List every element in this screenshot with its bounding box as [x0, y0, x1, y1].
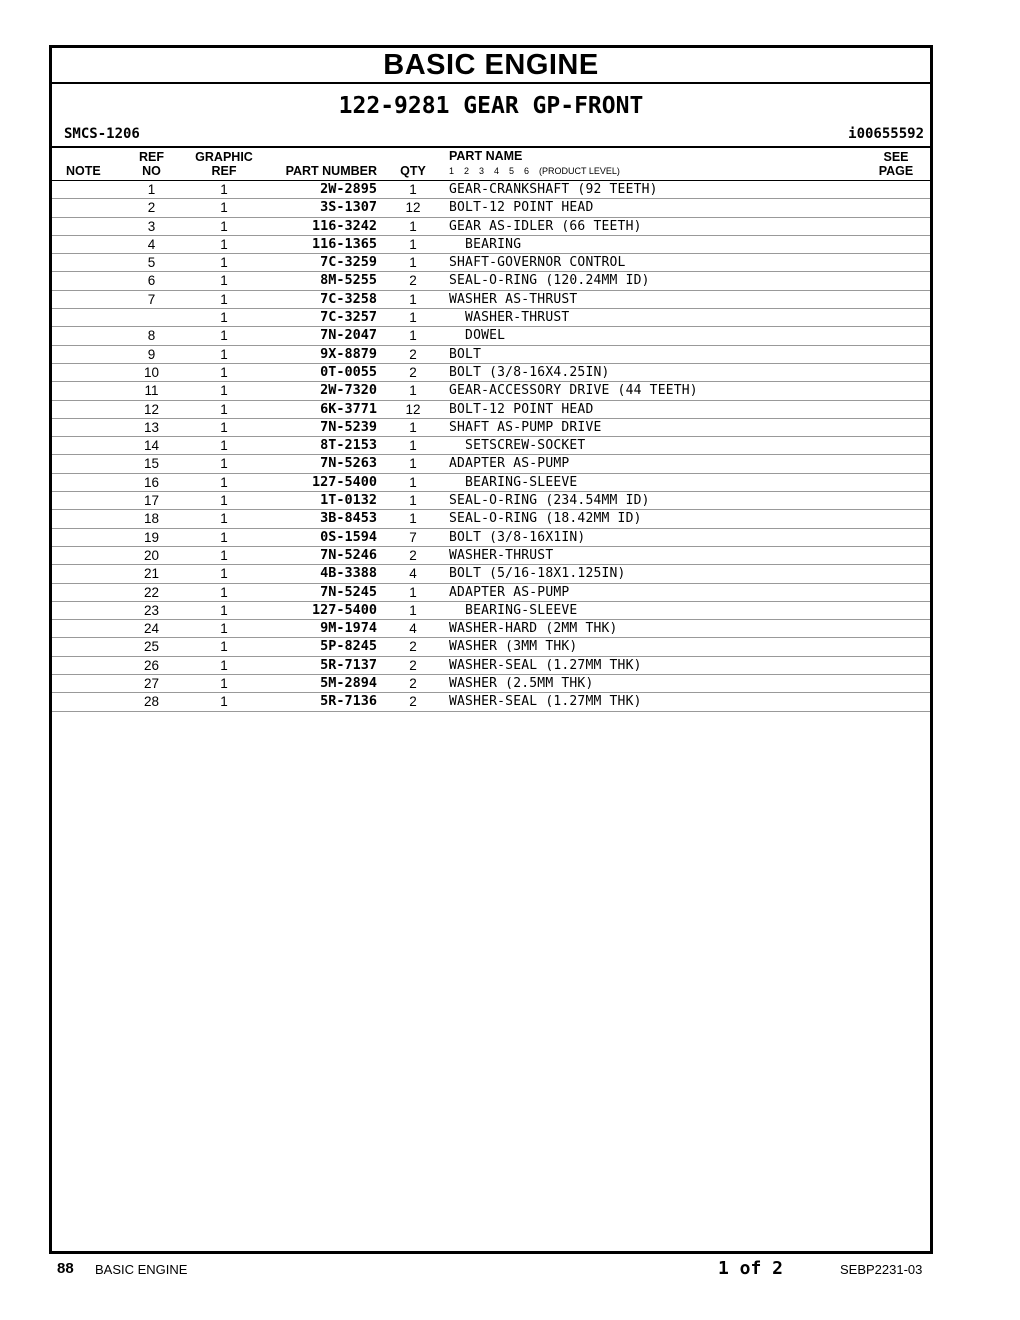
part-name: BOLT	[449, 346, 482, 362]
part-number: 116-1365	[311, 235, 377, 252]
table-row	[52, 529, 930, 547]
footer-doc-id: SEBP2231-03	[840, 1262, 923, 1277]
ref-no: 6	[147, 273, 156, 289]
quantity: 2	[409, 346, 417, 362]
part-name: WASHER-THRUST	[449, 547, 554, 563]
part-number: 8T-2153	[320, 437, 377, 454]
ref-no: 13	[143, 419, 160, 435]
illustration-id: i00655592	[848, 126, 924, 142]
table-row	[52, 638, 930, 656]
ref-no: 20	[143, 547, 160, 563]
part-number: 0T-0055	[320, 363, 377, 380]
ref-no: 12	[143, 401, 160, 417]
table-row	[52, 401, 930, 419]
part-number: 4B-3388	[320, 565, 377, 582]
ref-no: 24	[143, 621, 160, 637]
graphic-ref: 1	[220, 346, 228, 362]
table-row	[52, 199, 930, 217]
graphic-ref: 1	[220, 493, 228, 509]
quantity: 2	[409, 547, 417, 563]
part-number: 127-5400	[311, 601, 377, 618]
graphic-ref: 1	[220, 456, 228, 472]
quantity: 2	[409, 639, 417, 655]
part-name: BEARING-SLEEVE	[449, 474, 578, 490]
quantity: 1	[409, 291, 417, 307]
part-name: SHAFT AS-PUMP DRIVE	[449, 419, 602, 435]
table-row	[52, 254, 930, 272]
ref-no: 11	[144, 383, 159, 399]
table-row	[52, 565, 930, 583]
group-title: 122-9281 GEAR GP-FRONT	[338, 93, 644, 119]
page-frame	[49, 45, 933, 1254]
quantity: 1	[409, 456, 417, 472]
part-number: 9X-8879	[320, 345, 377, 362]
part-number: 7N-5245	[320, 583, 377, 600]
part-name: ADAPTER AS-PUMP	[449, 456, 570, 472]
part-name: BOLT-12 POINT HEAD	[449, 401, 594, 417]
graphic-ref: 1	[220, 438, 228, 454]
ref-no: 5	[147, 255, 156, 271]
graphic-ref: 1	[220, 639, 228, 655]
page-title: BASIC ENGINE	[52, 48, 930, 84]
graphic-ref: 1	[220, 584, 228, 600]
table-row	[52, 437, 930, 455]
col-graphic-line1: GRAPHIC	[195, 150, 253, 164]
graphic-ref: 1	[220, 511, 228, 527]
quantity: 1	[409, 438, 417, 454]
table-row	[52, 346, 930, 364]
col-product-levels: 1 2 3 4 5 6 (PRODUCT LEVEL)	[449, 166, 620, 176]
graphic-ref: 1	[220, 291, 228, 307]
ref-no: 18	[143, 511, 160, 527]
ref-no: 8	[147, 328, 156, 344]
graphic-ref: 1	[220, 364, 228, 380]
col-graphic-line2: REF	[211, 164, 237, 178]
ref-no: 26	[143, 657, 160, 673]
quantity: 1	[409, 602, 417, 618]
ref-no: 2	[147, 200, 156, 216]
part-name: SEAL-O-RING (18.42MM ID)	[449, 511, 642, 527]
part-name: SEAL-O-RING (120.24MM ID)	[449, 273, 650, 289]
table-row	[52, 620, 930, 638]
part-name: SEAL-O-RING (234.54MM ID)	[449, 493, 650, 509]
quantity: 7	[409, 529, 417, 545]
part-number: 3B-8453	[320, 510, 377, 527]
quantity: 1	[409, 474, 417, 490]
table-row	[52, 657, 930, 675]
part-name: WASHER-SEAL (1.27MM THK)	[449, 694, 642, 710]
table-row	[52, 584, 930, 602]
ref-no: 17	[143, 493, 160, 509]
table-row	[52, 236, 930, 254]
graphic-ref: 1	[220, 419, 228, 435]
table-row	[52, 419, 930, 437]
table-row	[52, 309, 930, 327]
graphic-ref: 1	[220, 328, 228, 344]
part-number: 7N-5246	[320, 546, 377, 563]
part-name: DOWEL	[449, 328, 506, 344]
quantity: 1	[409, 182, 417, 197]
part-name: WASHER-THRUST	[449, 310, 570, 326]
table-row	[52, 272, 930, 290]
graphic-ref: 1	[220, 657, 228, 673]
part-name: WASHER AS-THRUST	[449, 291, 578, 307]
part-number: 7N-5239	[320, 418, 377, 435]
ref-no: 14	[143, 438, 160, 454]
graphic-ref: 1	[220, 621, 228, 637]
quantity: 1	[409, 255, 417, 271]
part-name: WASHER-HARD (2MM THK)	[449, 621, 618, 637]
quantity: 1	[409, 511, 417, 527]
quantity: 2	[409, 694, 417, 710]
quantity: 1	[409, 236, 417, 252]
ref-no: 9	[147, 346, 156, 362]
quantity: 2	[409, 676, 417, 692]
ref-no: 7	[147, 291, 156, 307]
ref-no: 25	[143, 639, 160, 655]
table-row	[52, 602, 930, 620]
graphic-ref: 1	[220, 383, 228, 399]
quantity: 1	[409, 310, 417, 326]
part-number: 7N-2047	[320, 327, 377, 344]
col-see-line1: SEE	[883, 150, 909, 164]
part-number: 6K-3771	[320, 400, 377, 417]
table-row	[52, 291, 930, 309]
table-row	[52, 675, 930, 693]
part-name: WASHER-SEAL (1.27MM THK)	[449, 657, 642, 673]
part-number: 0S-1594	[320, 528, 377, 545]
part-number: 9M-1974	[320, 620, 377, 637]
quantity: 2	[409, 657, 417, 673]
graphic-ref: 1	[220, 218, 228, 234]
part-number: 2W-2895	[320, 181, 377, 197]
part-name: BEARING-SLEEVE	[449, 602, 578, 618]
part-name: BOLT (5/16-18X1.125IN)	[449, 566, 626, 582]
part-number: 2W-7320	[320, 382, 377, 399]
smcs-row	[52, 124, 930, 148]
part-name: SHAFT-GOVERNOR CONTROL	[449, 255, 626, 271]
col-ref-line2: NO	[142, 164, 161, 178]
quantity: 1	[409, 493, 417, 509]
table-row	[52, 492, 930, 510]
ref-no: 10	[143, 364, 160, 380]
quantity: 1	[409, 383, 417, 399]
quantity: 2	[409, 273, 417, 289]
parts-table-body	[52, 181, 930, 712]
part-name: ADAPTER AS-PUMP	[449, 584, 570, 600]
ref-no: 28	[143, 694, 160, 710]
part-number: 7C-3258	[320, 290, 377, 307]
part-number: 5M-2894	[320, 675, 377, 692]
part-name: BOLT (3/8-16X4.25IN)	[449, 364, 610, 380]
table-row	[52, 455, 930, 473]
page-footer	[0, 1260, 1020, 1284]
quantity: 1	[409, 218, 417, 234]
table-row	[52, 327, 930, 345]
quantity: 2	[409, 364, 417, 380]
graphic-ref: 1	[220, 200, 228, 216]
graphic-ref: 1	[220, 566, 228, 582]
part-number: 3S-1307	[320, 199, 377, 216]
part-name: WASHER (2.5MM THK)	[449, 676, 594, 692]
graphic-ref: 1	[220, 182, 228, 197]
footer-page-number: 88	[57, 1260, 74, 1277]
ref-no: 16	[143, 474, 160, 490]
ref-no: 1	[147, 182, 156, 197]
part-number: 5R-7137	[320, 656, 377, 673]
part-number: 8M-5255	[320, 272, 377, 289]
footer-section: BASIC ENGINE	[95, 1262, 188, 1277]
quantity: 1	[409, 419, 417, 435]
part-name: BEARING	[449, 236, 522, 252]
part-number: 127-5400	[311, 473, 377, 490]
part-name: SETSCREW-SOCKET	[449, 438, 586, 454]
part-name: WASHER (3MM THK)	[449, 639, 578, 655]
table-row	[52, 474, 930, 492]
ref-no: 15	[143, 456, 160, 472]
quantity: 12	[405, 200, 421, 216]
graphic-ref: 1	[220, 255, 228, 271]
table-header	[52, 148, 930, 181]
quantity: 12	[405, 401, 421, 417]
ref-no: 19	[143, 529, 160, 545]
table-row	[52, 364, 930, 382]
ref-no: 3	[147, 218, 156, 234]
ref-no: 27	[143, 676, 160, 692]
graphic-ref: 1	[220, 273, 228, 289]
table-row	[52, 181, 930, 199]
footer-sheet: 1 of 2	[718, 1258, 784, 1279]
quantity: 4	[409, 566, 417, 582]
graphic-ref: 1	[220, 310, 228, 326]
graphic-ref: 1	[220, 401, 228, 417]
part-number: 7C-3259	[320, 254, 377, 271]
part-number: 1T-0132	[320, 492, 377, 509]
ref-no: 22	[143, 584, 160, 600]
part-name: GEAR-ACCESSORY DRIVE (44 TEETH)	[449, 383, 698, 399]
col-part-name: PART NAME	[449, 149, 523, 163]
part-name: BOLT (3/8-16X1IN)	[449, 529, 586, 545]
col-qty: QTY	[400, 164, 426, 178]
part-number: 5R-7136	[320, 693, 377, 710]
ref-no: 4	[147, 236, 156, 252]
smcs-code: SMCS-1206	[64, 126, 140, 142]
table-row	[52, 382, 930, 400]
col-ref-line1: REF	[139, 150, 164, 164]
part-number: 116-3242	[311, 217, 377, 234]
quantity: 1	[409, 584, 417, 600]
table-row	[52, 510, 930, 528]
part-number: 7C-3257	[320, 309, 377, 326]
part-name: BOLT-12 POINT HEAD	[449, 200, 594, 216]
part-number: 7N-5263	[320, 455, 377, 472]
graphic-ref: 1	[220, 236, 228, 252]
quantity: 1	[409, 328, 417, 344]
table-row	[52, 547, 930, 565]
table-row	[52, 218, 930, 236]
col-part-number: PART NUMBER	[285, 164, 377, 178]
graphic-ref: 1	[220, 547, 228, 563]
quantity: 4	[409, 621, 417, 637]
part-number: 5P-8245	[320, 638, 377, 655]
table-row	[52, 693, 930, 711]
graphic-ref: 1	[220, 529, 228, 545]
ref-no: 23	[143, 602, 160, 618]
col-note: NOTE	[66, 164, 101, 178]
part-name: GEAR AS-IDLER (66 TEETH)	[449, 218, 642, 234]
part-name: GEAR-CRANKSHAFT (92 TEETH)	[449, 182, 658, 197]
graphic-ref: 1	[220, 602, 228, 618]
graphic-ref: 1	[220, 694, 228, 710]
col-see-line2: PAGE	[878, 164, 914, 178]
ref-no: 21	[143, 566, 160, 582]
graphic-ref: 1	[220, 676, 228, 692]
graphic-ref: 1	[220, 474, 228, 490]
